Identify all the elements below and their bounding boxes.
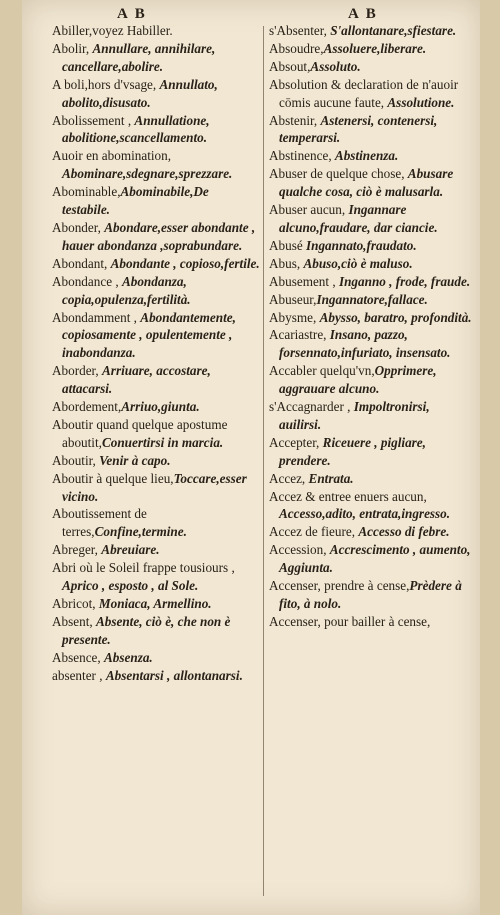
dictionary-entry <box>52 595 260 613</box>
dictionary-entry <box>269 165 475 201</box>
dictionary-entry <box>52 559 260 595</box>
french-headword: Abricot, <box>52 596 99 611</box>
dictionary-entry <box>269 523 475 541</box>
italian-translation: Abysso, baratro, profondità. <box>319 309 472 325</box>
french-headword: Abysme, <box>269 309 320 325</box>
italian-translation: Assoluto. <box>310 58 361 74</box>
header-right: A B <box>348 6 378 22</box>
french-headword: Abondant, <box>52 255 111 271</box>
french-headword: Abuseur, <box>269 291 317 307</box>
dictionary-entry <box>269 398 475 434</box>
french-headword: Abreger, <box>52 542 102 558</box>
french-headword: Absolution & declaration de n'auoir cōmis aucune faute, <box>269 76 459 110</box>
french-headword: Accenser, pour bailler à cense, <box>269 613 431 629</box>
dictionary-entry <box>269 326 475 362</box>
dictionary-entry <box>269 58 475 76</box>
dictionary-entry <box>52 255 260 273</box>
dictionary-entry <box>269 434 475 470</box>
french-headword: Abuser aucun, <box>269 202 349 218</box>
italian-translation: Arriuo,giunta. <box>121 399 200 415</box>
french-headword: Abolir, <box>52 40 93 56</box>
right-column <box>269 22 475 631</box>
italian-translation: Abuso,ciò è maluso. <box>303 255 413 271</box>
dictionary-page <box>22 0 480 915</box>
italian-translation: Abominabile,De testabile. <box>62 184 209 218</box>
french-headword: A boli,hors d'vsage, <box>52 76 160 92</box>
italian-translation: Annullare, annihilare, cancellare,abolire. <box>62 40 216 74</box>
dictionary-entry <box>269 112 475 148</box>
french-headword: Aboutir à quelque lieu, <box>52 470 174 486</box>
italian-translation: Venir à capo. <box>99 452 171 468</box>
french-headword: s'Absenter, <box>269 23 331 38</box>
french-headword: Abuser de quelque chose, <box>269 166 408 182</box>
french-headword: Abusement , <box>269 273 339 289</box>
dictionary-entry <box>52 147 260 183</box>
italian-translation: Prèdere à fito, à nolo. <box>279 578 462 611</box>
french-headword: absenter , <box>52 667 106 683</box>
dictionary-entry <box>269 291 475 309</box>
dictionary-entry <box>52 183 260 219</box>
french-headword: Auoir en abomination, <box>52 148 172 164</box>
french-headword: Abolissement , <box>52 112 135 128</box>
french-headword: Accabler quelqu'vn, <box>269 363 375 379</box>
italian-translation: Absenza. <box>104 649 153 665</box>
italian-translation: Absentarsi , allontanarsi. <box>105 667 243 683</box>
dictionary-entry <box>269 488 475 524</box>
dictionary-entry <box>269 541 475 577</box>
french-headword: Absoudre, <box>269 40 324 56</box>
dictionary-entry <box>52 667 260 685</box>
italian-translation: Opprimere, aggrauare alcuno. <box>279 363 437 397</box>
french-headword: Absence, <box>52 649 104 665</box>
italian-translation: Entrata. <box>308 470 354 486</box>
dictionary-entry <box>52 273 260 309</box>
italian-translation: Abominare,sdegnare,sprezzare. <box>62 166 233 182</box>
dictionary-entry <box>52 309 260 363</box>
italian-translation: S'allontanare,sfiestare. <box>330 23 457 38</box>
dictionary-entry <box>52 649 260 667</box>
dictionary-entry <box>52 112 260 148</box>
french-headword: Absent, <box>52 613 96 629</box>
french-headword: Aboutir, <box>52 452 100 468</box>
french-headword: Accenser, prendre à cense, <box>269 578 410 594</box>
french-headword: Accession, <box>269 542 330 558</box>
french-headword: Acariastre, <box>269 327 330 343</box>
french-headword: Accepter, <box>269 434 323 450</box>
italian-translation: Abusare qualche cosa, ciò è malusarla. <box>279 166 454 200</box>
french-headword: Abstinence, <box>269 148 335 164</box>
dictionary-entry <box>52 398 260 416</box>
italian-translation: Assolutione. <box>387 94 455 110</box>
dictionary-entry <box>52 219 260 255</box>
dictionary-entry <box>269 76 475 112</box>
italian-translation: Ingannare alcuno,fraudare, dar ciancie. <box>279 202 438 235</box>
italian-translation: Accrescimento , aumento, Aggiunta. <box>279 542 471 576</box>
french-headword: Abordement, <box>52 399 122 415</box>
french-headword: Abus, <box>269 255 304 271</box>
dictionary-entry <box>269 577 475 613</box>
french-headword: Aboutir quand quelque apostume aboutit, <box>52 416 228 450</box>
french-headword: Abominable, <box>52 184 121 200</box>
italian-translation: Accesso di febre. <box>358 524 450 540</box>
dictionary-entry <box>269 201 475 237</box>
dictionary-entry <box>269 362 475 398</box>
french-headword: Abri où le Soleil frappe tousiours , <box>52 560 235 576</box>
italian-translation: Assoluere,liberare. <box>323 40 427 56</box>
italian-translation: Confine,termine. <box>94 524 187 540</box>
french-headword: Accez, <box>269 470 309 486</box>
french-headword: Abstenir, <box>269 112 321 128</box>
italian-translation: Accesso,adito, entrata,ingresso. <box>279 506 451 522</box>
french-headword: s'Accagnarder , <box>269 399 354 415</box>
dictionary-entry <box>269 613 475 631</box>
french-headword: Aboutissement de terres, <box>52 506 147 540</box>
italian-translation: Abondante , copioso,fertile. <box>110 255 260 271</box>
french-headword: Accez de fieure, <box>269 524 359 540</box>
dictionary-entry <box>52 452 260 470</box>
italian-translation: Abreuiare. <box>101 542 160 558</box>
italian-translation: Annullatione, abolitione,scancellamento. <box>62 112 210 146</box>
dictionary-entry <box>52 470 260 506</box>
dictionary-entry <box>52 40 260 76</box>
dictionary-entry <box>52 613 260 649</box>
dictionary-entry <box>52 76 260 112</box>
header-left: A B <box>117 6 147 22</box>
dictionary-entry <box>52 22 260 40</box>
dictionary-entry <box>269 22 475 40</box>
italian-translation: Abondanza, copia,opulenza,fertilità. <box>62 273 191 307</box>
dictionary-entry <box>269 273 475 291</box>
italian-translation: Abondantemente, copiosamente , opulentemente , inabondanza. <box>62 309 236 361</box>
left-column <box>52 22 260 685</box>
dictionary-entry <box>52 541 260 559</box>
italian-translation: Ingannato,fraudato. <box>306 237 417 253</box>
italian-translation: Annullato, abolito,disusato. <box>62 76 218 110</box>
french-headword: Abondamment , <box>52 309 141 325</box>
italian-translation: Abstinenza. <box>334 148 399 164</box>
dictionary-entry <box>269 255 475 273</box>
italian-translation: Moniaca, Armellino. <box>98 596 212 611</box>
dictionary-entry <box>269 309 475 327</box>
italian-translation: Riceuere , pigliare, prendere. <box>279 434 426 468</box>
italian-translation: Impoltronirsi, auilirsi. <box>279 399 430 432</box>
dictionary-entry <box>269 237 475 255</box>
french-headword: Aborder, <box>52 363 103 379</box>
column-divider <box>263 26 264 896</box>
dictionary-entry <box>52 416 260 452</box>
french-headword: Abiller,voyez Habiller. <box>52 23 173 38</box>
french-headword: Abonder, <box>52 219 105 235</box>
italian-translation: Insano, pazzo, forsennato,infuriato, insensato. <box>279 327 451 361</box>
italian-translation: Inganno , frode, fraude. <box>338 273 471 289</box>
dictionary-entry <box>52 362 260 398</box>
italian-translation: Astenersi, contenersi, temperarsi. <box>279 112 438 146</box>
italian-translation: Absente, ciò è, che non è presente. <box>62 613 231 647</box>
italian-translation: Abondare,esser abondante , hauer abondanza ,soprabundare. <box>62 219 256 253</box>
italian-translation: Ingannatore,fallace. <box>316 291 428 307</box>
italian-translation: Toccare,esser vicino. <box>62 470 247 504</box>
italian-translation: Aprico , esposto , al Sole. <box>62 578 199 594</box>
dictionary-entry <box>269 40 475 58</box>
italian-translation: Conuertirsi in marcia. <box>101 434 224 450</box>
italian-translation: Arriuare, accostare, attacarsi. <box>62 363 211 397</box>
dictionary-entry <box>52 505 260 541</box>
french-headword: Accez & entree enuers aucun, <box>269 488 427 504</box>
french-headword: Abusé <box>269 237 306 253</box>
french-headword: Absout, <box>269 58 311 74</box>
dictionary-entry <box>269 147 475 165</box>
french-headword: Abondance , <box>52 273 122 289</box>
dictionary-entry <box>269 470 475 488</box>
